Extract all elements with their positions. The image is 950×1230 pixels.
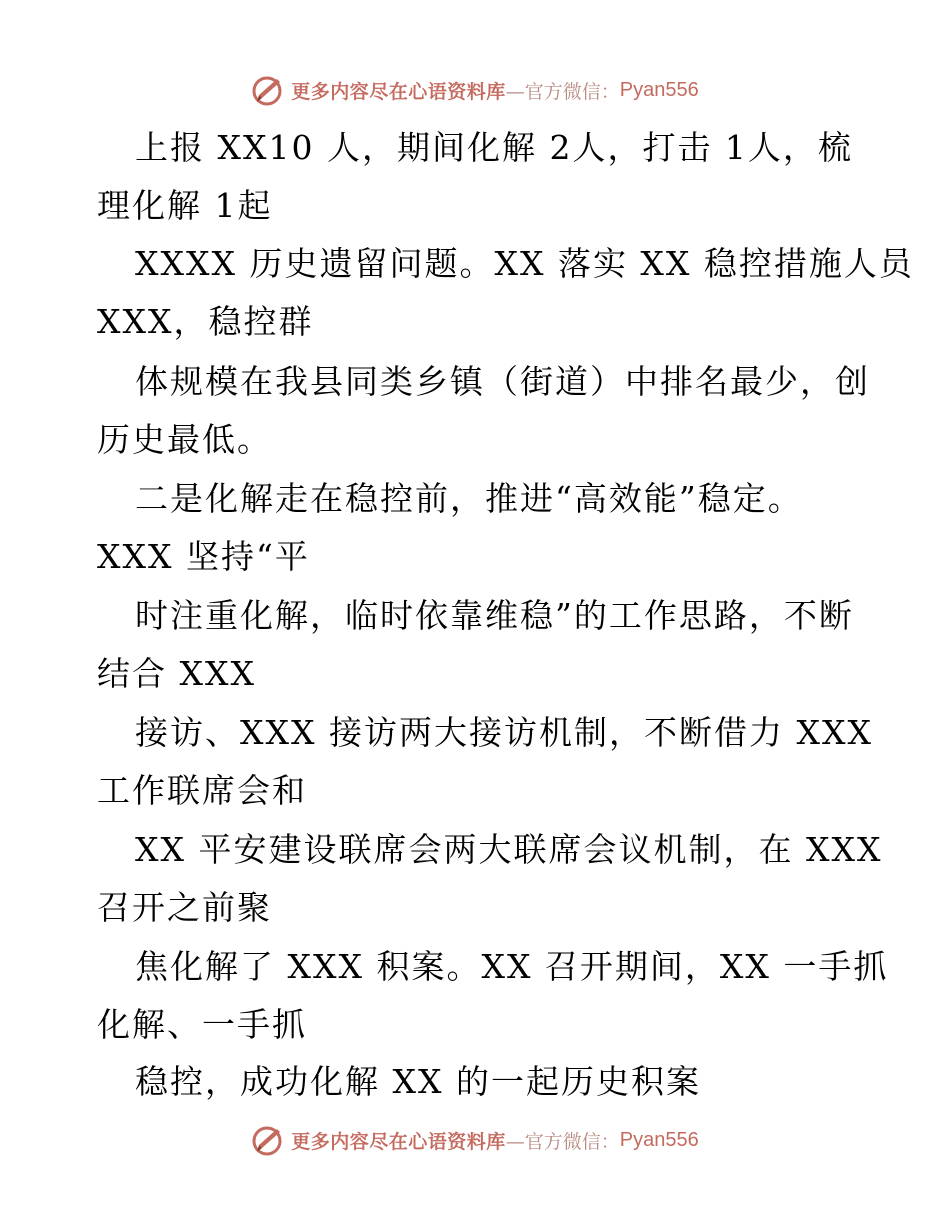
watermark-wechat-id: Pyan556 [619,78,699,101]
text-line: XXXX 历史遗留问题。XX 落实 XX 稳控措施人员 [135,244,914,283]
text-line: XXX 坚持“平 [97,537,310,576]
text-line: XX 平安建设联席会两大联席会议机制，在 XXX [135,830,883,869]
watermark-separator: —官方微信： [505,80,620,103]
text-line: 焦化解了 XXX 积案。XX 召开期间，XX 一手抓 [135,947,889,986]
watermark-text: 更多内容尽在心语资料库 [291,1130,506,1153]
footer-watermark [0,1120,950,1160]
text-line: 接访、XXX 接访两大接访机制，不断借力 XXX [135,713,873,752]
watermark-separator: —官方微信： [505,1130,620,1153]
watermark-text: 更多内容尽在心语资料库 [291,80,506,103]
text-line: 稳控，成功化解 XX 的一起历史积案 [135,1062,701,1101]
watermark-wechat-id: Pyan556 [619,1128,699,1151]
text-line: 理化解 1起 [97,186,273,225]
logo-icon [251,1123,285,1157]
text-line: 化解、一手抓 [97,1005,307,1044]
text-line: 结合 XXX [97,654,256,693]
text-line: 召开之前聚 [97,888,272,927]
text-line: 时注重化解，临时依靠维稳”的工作思路，不断 [135,596,854,635]
text-line: 二是化解走在稳控前，推进“高效能”稳定。 [135,479,803,518]
text-line: 体规模在我县同类乡镇（街道）中排名最少，创 [135,362,870,401]
text-line: 工作联席会和 [97,771,307,810]
text-line: 上报 XX10 人，期间化解 2人，打击 1人，梳 [135,128,853,167]
text-line: 历史最低。 [97,420,272,459]
text-line: XXX，稳控群 [97,302,314,341]
